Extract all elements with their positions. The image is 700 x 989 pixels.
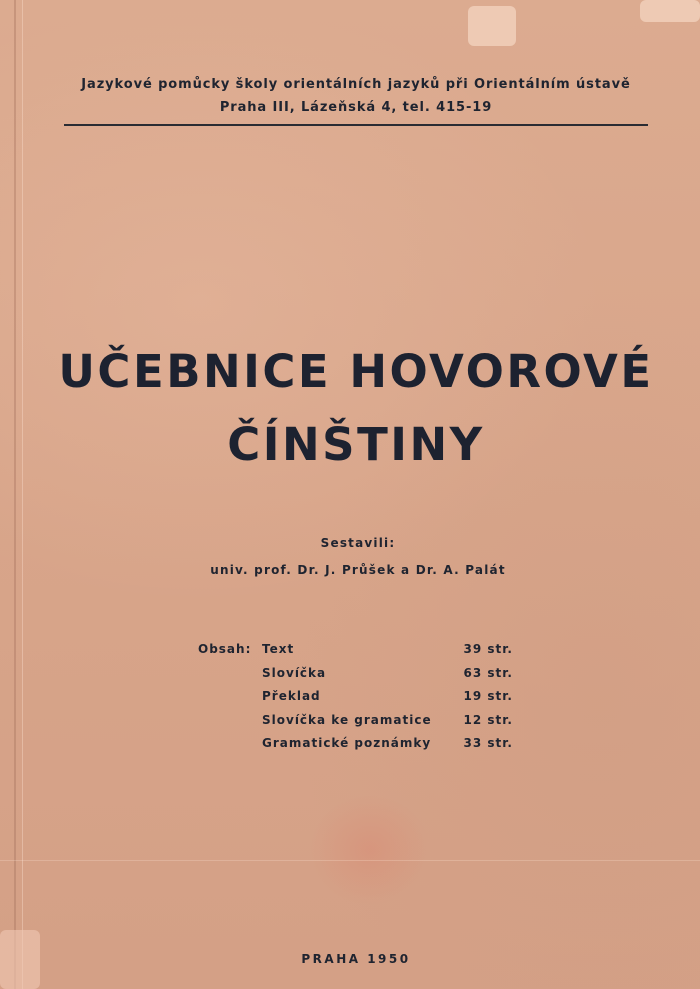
book-title-line2: ČÍNŠTINY — [227, 418, 485, 471]
contents-pages: 39 str. — [463, 642, 513, 656]
publisher-address: Praha III, Lázeňská 4, tel. 415-19 — [219, 100, 493, 115]
worn-patch — [468, 6, 516, 46]
contents-item: Slovíčka ke gramatice — [262, 712, 432, 727]
contents-item: Text — [262, 642, 295, 656]
contents-pages: 33 str. — [463, 736, 513, 750]
contents-pages: 63 str. — [463, 665, 513, 680]
paper-crease — [0, 860, 700, 861]
contents-label: Obsah: — [198, 642, 252, 656]
book-title-line1: UČEBNICE HOVOROVÉ — [58, 345, 654, 398]
header-rule — [64, 124, 648, 126]
compiled-by-label: Sestavili: — [320, 536, 396, 550]
contents-item: Slovíčka — [262, 665, 327, 680]
contents-pages: 12 str. — [463, 712, 513, 727]
contents-item: Překlad — [262, 689, 321, 703]
spine-crease — [14, 0, 16, 989]
spine-highlight — [22, 0, 23, 989]
publisher-line: Jazykové pomůcky školy orientálních jazyků při Orientálním ústavě — [81, 77, 631, 92]
contents-pages: 19 str. — [463, 689, 513, 703]
authors: univ. prof. Dr. J. Průšek a Dr. A. Palát — [210, 563, 506, 577]
worn-corner — [640, 0, 700, 22]
imprint: PRAHA 1950 — [301, 952, 411, 966]
contents-item: Gramatické poznámky — [262, 736, 432, 750]
